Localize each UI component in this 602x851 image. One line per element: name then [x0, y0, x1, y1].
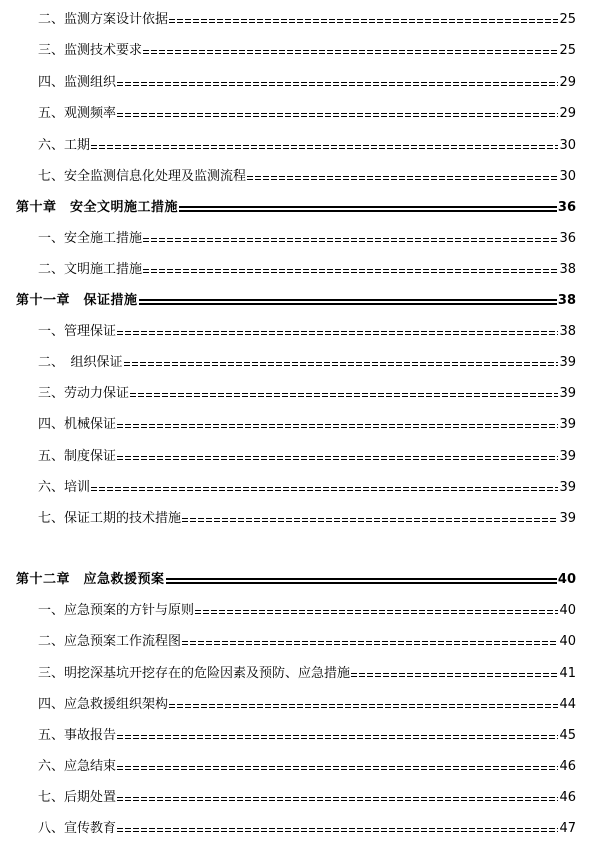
toc-entry[interactable]: [0, 474, 602, 496]
toc-leader: [91, 480, 558, 496]
toc-page-number: 38: [557, 293, 576, 308]
toc-entry-title: 二、文明施工措施: [38, 262, 143, 277]
toc-leader: [247, 169, 558, 185]
toc-leader: [117, 106, 558, 122]
toc-leader: [124, 355, 559, 371]
toc-entry[interactable]: [0, 815, 602, 837]
toc-entry-title: 五、观测频率: [38, 106, 117, 121]
toc-page-number: 38: [559, 262, 576, 277]
toc-leader: [169, 12, 558, 28]
toc-entry[interactable]: [0, 722, 602, 744]
toc-page-number: 40: [559, 603, 576, 618]
toc-entry[interactable]: [0, 628, 602, 650]
toc-entry[interactable]: [0, 597, 602, 619]
toc-leader: [139, 293, 557, 309]
toc-page-number: 47: [559, 821, 576, 836]
toc-leader: [130, 386, 558, 402]
toc-page-number: 39: [559, 511, 576, 526]
toc-page-number: 29: [559, 75, 576, 90]
toc-leader: [117, 790, 558, 806]
toc-entry[interactable]: [0, 256, 602, 278]
toc-entry-title: 一、安全施工措施: [38, 231, 143, 246]
toc-entry[interactable]: [0, 784, 602, 806]
toc-entry-title: 五、事故报告: [38, 728, 117, 743]
toc-leader: [117, 417, 558, 433]
toc-entry-title: 一、应急预案的方针与原则: [38, 603, 195, 618]
toc-entry-title: 四、应急救援组织架构: [38, 697, 169, 712]
toc-page-number: 36: [557, 200, 576, 215]
toc-entry[interactable]: [0, 37, 602, 59]
toc-page-number: 36: [559, 231, 576, 246]
toc-entry[interactable]: [0, 411, 602, 433]
toc-leader: [166, 572, 557, 588]
toc-leader: [117, 821, 558, 837]
toc-page-number: 39: [559, 355, 576, 370]
toc-entry[interactable]: [0, 6, 602, 28]
toc-leader: [195, 603, 558, 619]
toc-entry[interactable]: [0, 69, 602, 91]
toc-page-number: 25: [559, 12, 576, 27]
toc-leader: [143, 43, 558, 59]
toc-entry-title: 四、监测组织: [38, 75, 117, 90]
toc-page-number: 39: [559, 480, 576, 495]
toc-page-number: 40: [557, 572, 576, 587]
toc-entry[interactable]: [0, 318, 602, 340]
toc-entry[interactable]: [0, 225, 602, 247]
toc-entry-title: 七、后期处置: [38, 790, 117, 805]
toc-chapter-title: 第十一章 保证措施: [16, 293, 138, 308]
toc-leader: [117, 728, 558, 744]
toc-entry[interactable]: [0, 132, 602, 154]
toc-entry-title: 七、安全监测信息化处理及监测流程: [38, 169, 247, 184]
toc-page-number: 46: [559, 790, 576, 805]
toc-page-number: 46: [559, 759, 576, 774]
toc-leader: [182, 634, 558, 650]
toc-leader: [351, 666, 558, 682]
toc-leader: [117, 75, 558, 91]
toc-leader: [117, 324, 558, 340]
toc-entry[interactable]: [0, 505, 602, 527]
toc-chapter-title: 第十二章 应急救援预案: [16, 572, 165, 587]
toc-page-number: 45: [559, 728, 576, 743]
toc-entry[interactable]: [0, 380, 602, 402]
toc-entry-title: 二、应急预案工作流程图: [38, 634, 182, 649]
toc-entry-title: 二、 组织保证: [38, 355, 123, 370]
toc-leader: [169, 697, 558, 713]
toc-leader: [179, 200, 557, 216]
toc-leader: [143, 262, 558, 278]
toc-entry-title: 六、应急结束: [38, 759, 117, 774]
toc-entry-title: 一、管理保证: [38, 324, 117, 339]
toc-entry-title: 六、培训: [38, 480, 91, 495]
toc-leader: [143, 231, 558, 247]
toc-entry[interactable]: [0, 163, 602, 185]
toc-page-number: 30: [559, 169, 576, 184]
toc-page-number: 30: [559, 138, 576, 153]
toc-entry-title: 七、保证工期的技术措施: [38, 511, 182, 526]
toc-entry-title: 二、监测方案设计依据: [38, 12, 169, 27]
toc-entry-title: 三、劳动力保证: [38, 386, 130, 401]
toc-entry-title: 四、机械保证: [38, 417, 117, 432]
toc-entry[interactable]: [0, 443, 602, 465]
toc-entry-title: 六、工期: [38, 138, 91, 153]
toc-page-number: 25: [559, 43, 576, 58]
toc-page-number: 39: [559, 386, 576, 401]
toc-page-number: 40: [559, 634, 576, 649]
toc-entry[interactable]: [0, 753, 602, 775]
toc-entry[interactable]: [0, 100, 602, 122]
toc-chapter-entry[interactable]: [0, 194, 602, 216]
toc-entry-title: 三、明挖深基坑开挖存在的危险因素及预防、应急措施: [38, 666, 351, 681]
toc-leader: [182, 511, 558, 527]
toc-leader: [117, 449, 558, 465]
toc-entry-title: 五、制度保证: [38, 449, 117, 464]
toc-chapter-entry[interactable]: [0, 287, 602, 309]
toc-page-number: 29: [559, 106, 576, 121]
toc-chapter-entry[interactable]: [0, 566, 602, 588]
toc-entry[interactable]: [0, 660, 602, 682]
toc-entry-title: 八、宣传教育: [38, 821, 117, 836]
toc-leader: [117, 759, 558, 775]
toc-chapter-title: 第十章 安全文明施工措施: [16, 200, 179, 215]
toc-leader: [91, 138, 558, 154]
toc-entry[interactable]: [0, 691, 602, 713]
toc-page-number: 39: [559, 449, 576, 464]
toc-page-number: 39: [559, 417, 576, 432]
toc-page-number: 44: [559, 697, 576, 712]
toc-entry-title: 三、监测技术要求: [38, 43, 143, 58]
toc-entry[interactable]: [0, 349, 602, 371]
toc-page-number: 38: [559, 324, 576, 339]
toc-page-number: 41: [559, 666, 576, 681]
